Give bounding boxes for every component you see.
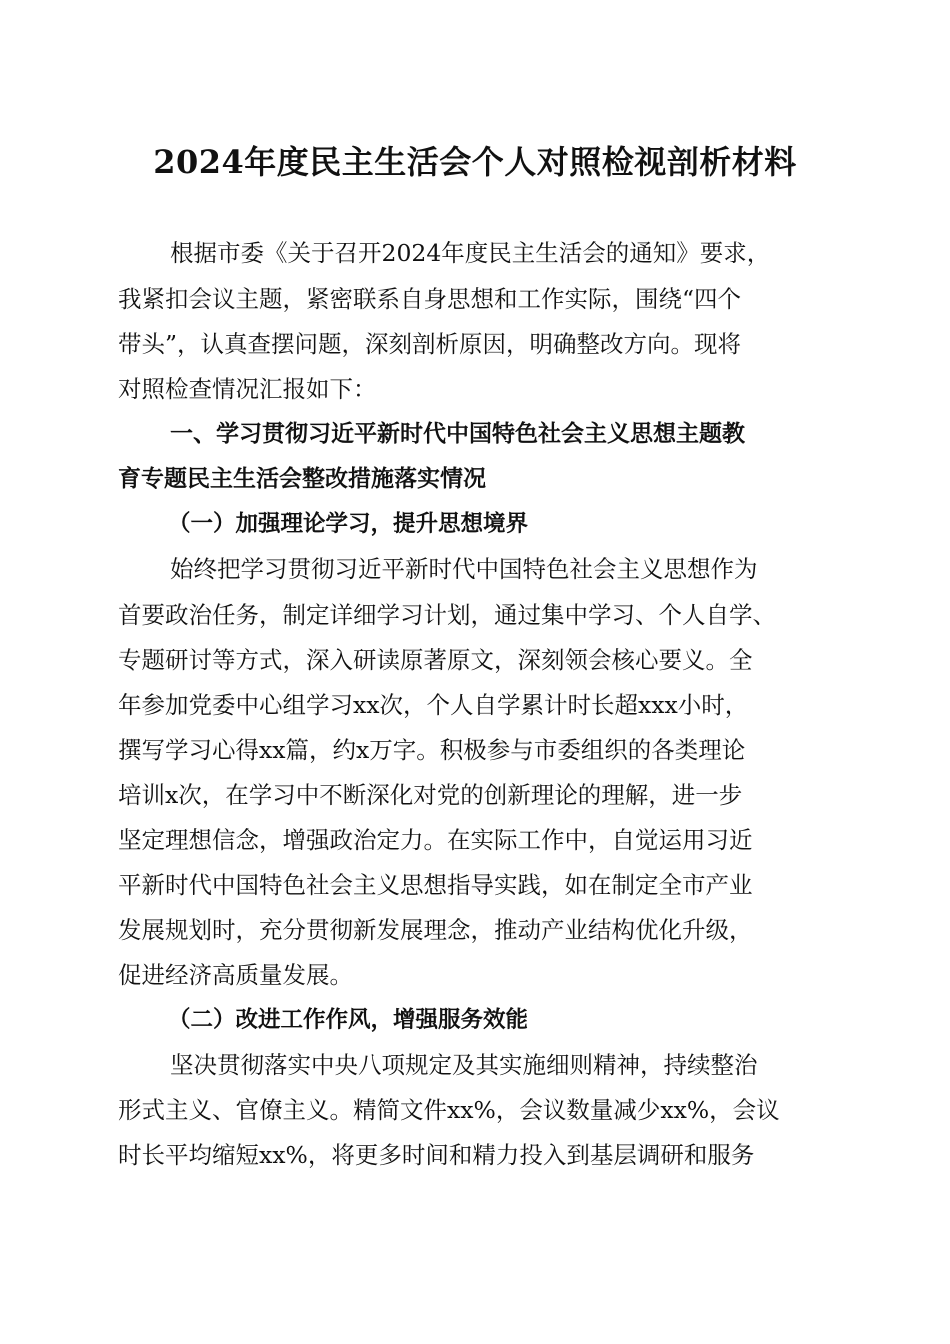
document-title: 2024年度民主生活会个人对照检视剖析材料	[153, 143, 797, 181]
sub1-line-5: 撰写学习心得xx篇，约x万字。积极参与市委组织的各类理论	[118, 736, 746, 764]
sub2-line-2: 形式主义、官僚主义。精简文件xx%，会议数量减少xx%，会议	[118, 1096, 780, 1124]
sub1-line-3: 专题研讨等方式，深入研读原著原文，深刻领会核心要义。全	[118, 646, 753, 674]
sub1-line-1: 始终把学习贯彻习近平新时代中国特色社会主义思想作为	[170, 555, 758, 583]
sub2-line-3: 时长平均缩短xx%，将更多时间和精力投入到基层调研和服务	[118, 1141, 755, 1169]
subsection-1-heading: （一）加强理论学习，提升思想境界	[168, 511, 529, 537]
intro-line-2: 我紧扣会议主题，紧密联系自身思想和工作实际，围绕“四个	[118, 285, 742, 313]
section-1-heading-line-2: 育专题民主生活会整改措施落实情况	[118, 466, 486, 492]
sub1-line-10: 促进经济高质量发展。	[118, 961, 353, 989]
sub1-line-6: 培训x次，在学习中不断深化对党的创新理论的理解，进一步	[118, 781, 743, 809]
sub1-line-2: 首要政治任务，制定详细学习计划，通过集中学习、个人自学、	[118, 601, 776, 629]
intro-line-1: 根据市委《关于召开2024年度民主生活会的通知》要求，	[170, 239, 771, 267]
intro-line-3: 带头”，认真查摆问题，深刻剖析原因，明确整改方向。现将	[118, 330, 742, 358]
sub1-line-4: 年参加党委中心组学习xx次，个人自学累计时长超xxx小时，	[118, 691, 749, 719]
section-1-heading-line-1: 一、学习贯彻习近平新时代中国特色社会主义思想主题教	[170, 421, 745, 447]
subsection-2-heading: （二）改进工作作风，增强服务效能	[168, 1007, 529, 1033]
sub1-line-8: 平新时代中国特色社会主义思想指导实践，如在制定全市产业	[118, 871, 753, 899]
intro-line-4: 对照检查情况汇报如下：	[118, 375, 377, 403]
sub2-line-1: 坚决贯彻落实中央八项规定及其实施细则精神，持续整治	[170, 1051, 758, 1079]
sub1-line-7: 坚定理想信念，增强政治定力。在实际工作中，自觉运用习近	[118, 826, 753, 854]
sub1-line-9: 发展规划时，充分贯彻新发展理念，推动产业结构优化升级，	[118, 916, 753, 944]
